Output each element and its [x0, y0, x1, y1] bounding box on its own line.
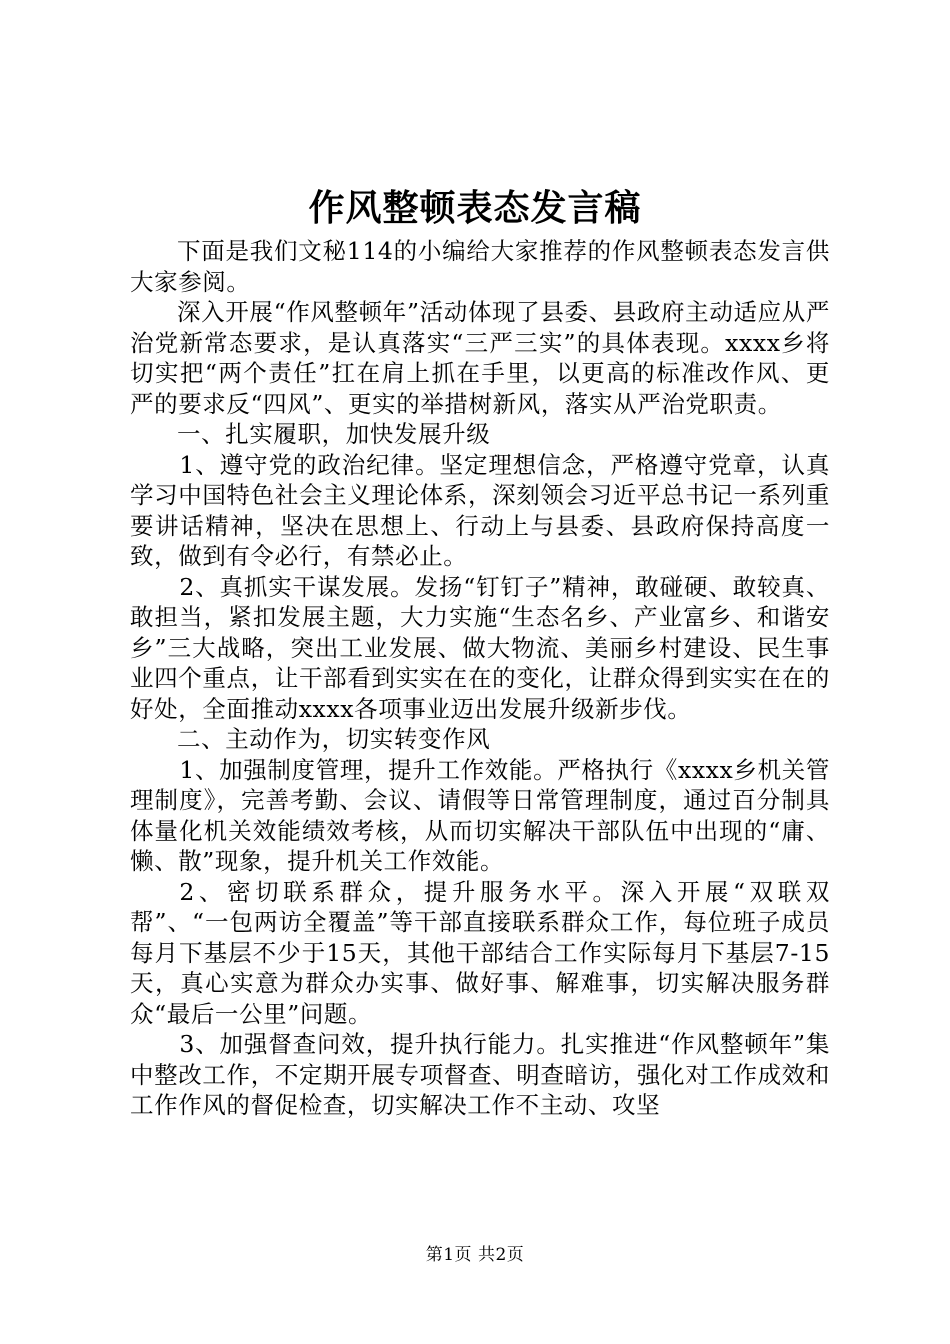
section-2-item-3: 3、加强督查问效，提升执行能力。扎实推进“作风整顿年”集中整改工作，不定期开展专项督查、明查暗访，强化对工作成效和工作作风的督促检查，切实解决工作不主动、攻坚: [130, 1030, 830, 1119]
overview-paragraph: 深入开展“作风整顿年”活动体现了县委、县政府主动适应从严治党新常态要求，是认真落实“三严三实”的具体表现。xxxx乡将切实把“两个责任”扛在肩上抓在手里，以更高的标准改作风、更严的要求反“四风”、更实的举措树新风，落实从严治党职责。: [130, 298, 830, 418]
section-2-item-1: 1、加强制度管理，提升工作效能。严格执行《xxxx乡机关管理制度》，完善考勤、会议、请假等日常管理制度，通过百分制具体量化机关效能绩效考核，从而切实解决干部队伍中出现的“庸、懒、散”现象，提升机关工作效能。: [130, 755, 830, 875]
section-1-item-2: 2、真抓实干谋发展。发扬“钉钉子”精神，敢碰硬、敢较真、敢担当，紧扣发展主题，大力实施“生态名乡、产业富乡、和谐安乡”三大战略，突出工业发展、做大物流、美丽乡村建设、民生事业四个重点，让干部看到实实在在的变化，让群众得到实实在在的好处，全面推动xxxx各项事业迈出发展升级新步伐。: [130, 572, 830, 723]
section-1-item-1: 1、遵守党的政治纪律。坚定理想信念，严格遵守党章，认真学习中国特色社会主义理论体系，深刻领会习近平总书记一系列重要讲话精神，坚决在思想上、行动上与县委、县政府保持高度一致，做到有令必行，有禁必止。: [130, 450, 830, 570]
page-number-footer: 第1页 共2页: [425, 1245, 525, 1265]
section-heading-2: 二、主动作为，切实转变作风: [177, 725, 491, 753]
document-title: 作风整顿表态发言稿: [308, 187, 642, 229]
section-heading-1: 一、扎实履职，加快发展升级: [177, 420, 491, 448]
document-body: [130, 236, 830, 1121]
section-2-item-2: 2、密切联系群众，提升服务水平。深入开展“双联双帮”、“一包两访全覆盖”等干部直接联系群众工作，每位班子成员每月下基层不少于15天，其他干部结合工作实际每月下基层7-15天，真心实意为群众办实事、做好事、解难事，切实解决服务群众“最后一公里”问题。: [130, 877, 830, 1028]
intro-paragraph: 下面是我们文秘114的小编给大家推荐的作风整顿表态发言供大家参阅。: [130, 237, 830, 296]
